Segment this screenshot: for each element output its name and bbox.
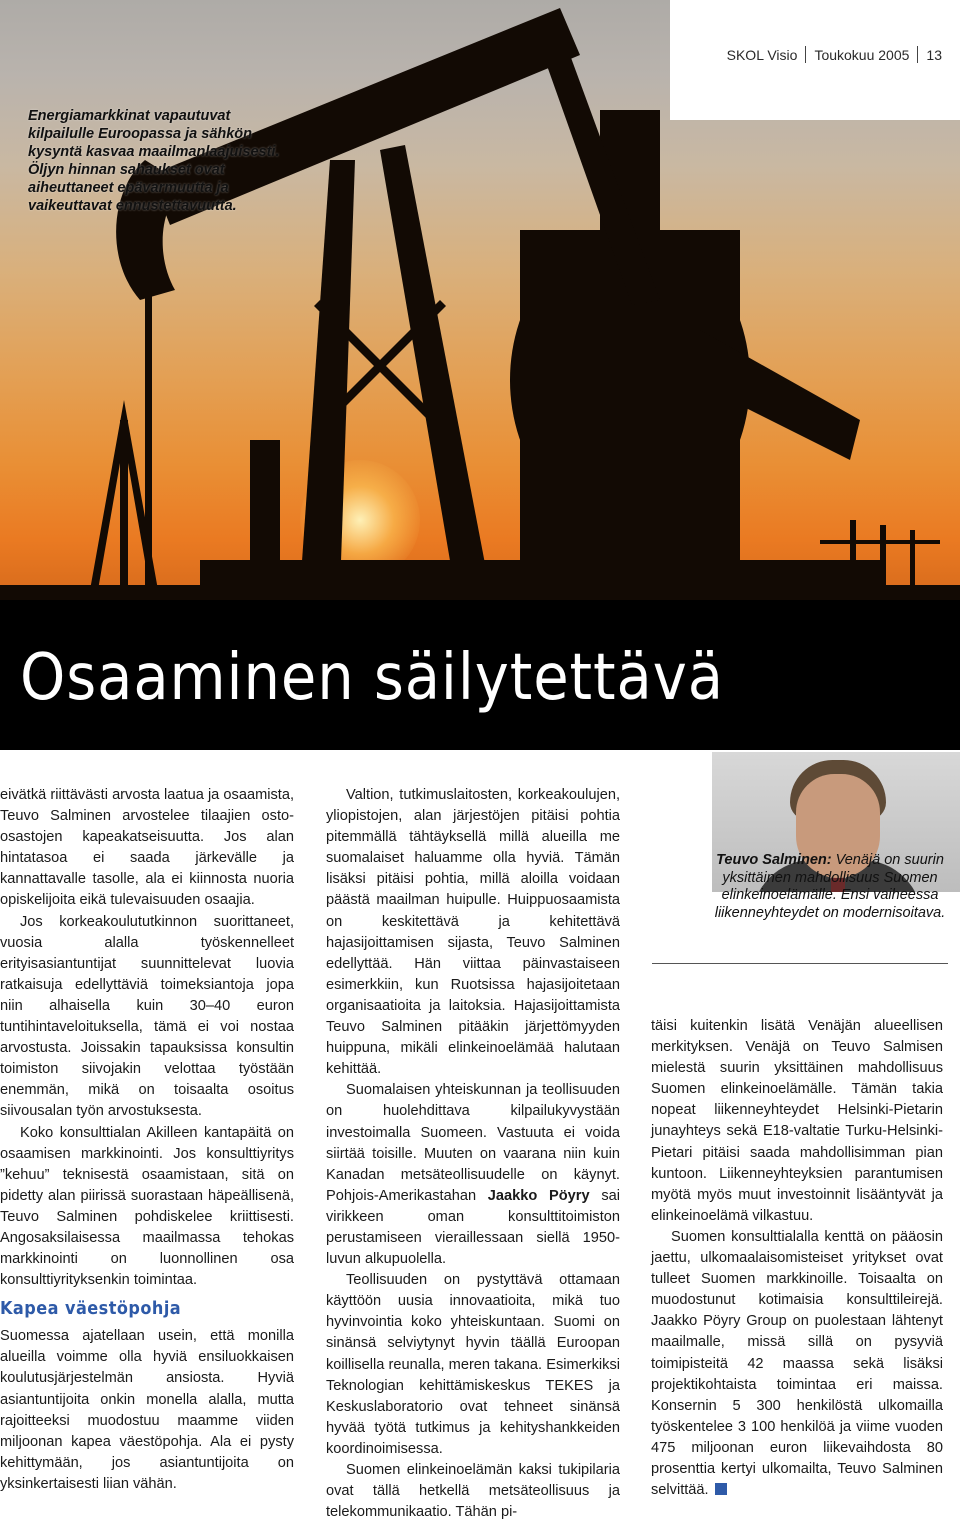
divider — [805, 46, 806, 63]
lead-text: Energiamarkkinat vapautuvat kilpailulle Euroopassa ja sähkön kysyntä kasvaa maailmanlaajuisesti. Öljyn hinnan sahaukset ovat aiheuttaneet epävarmuutta ja vaikeuttavat ennustettavuutta. — [28, 108, 280, 214]
paragraph: Teollisuuden on pystyttävä ottamaan käyttöön uusia innovaatioita, mikä tuo hyvinvointia koko yhteiskuntaan. Suomi on sinänsä selviytynyt hyvin täällä Euroopan koillisella reunalla, meren takana. Esimerkiksi Teknologian kehittämiskeskus TEKES ja Keskuslaboratorio ovat tehneet sinänsä hyvää työtä tutkimus ja kehityshankkeiden koordinoimisessa. — [326, 1272, 620, 1457]
paragraph: Koko konsulttialan Akilleen kantapäitä on osaamisen markkinointi. Jos konsulttiyritys ”kehuu” teknisestä osaamistaan, sitä on pidetty alan piirissä suorastaan häpeällisenä, Teuvo Salminen pohdiskelee kriittisesti. Angosaksilaisessa maailmassa tehokas markkinointi on luonnollinen osa konsulttiyrityksenkin toimintaa. — [0, 1124, 294, 1289]
paragraph: täisi kuitenkin lisätä Venäjän alueellisen merkityksen. Venäjä on Teuvo Salmisen mielestä suurin yksittäinen mahdollisuus Suomen elinkeinoelämälle. Tämän takia nopeat liikenneyhteydet Helsinki-Pietarin junayhteys sekä E18-valtatie Turku-Helsinki-Pietari pitäisi saada mahdollisimman pian kuntoon. Liikenneyhteyksien parantumisen myötä myös muut investoinnit lisääntyvät ja elinkeinoelämä vilkastuu. — [651, 1018, 943, 1224]
paragraph: Valtion, tutkimuslaitosten, korkeakoulujen, yliopistojen, alan järjestöjen pitäisi pohtia pitemmällä tähtäyksellä millä alueilla me suomalaiset haluamme olla hyviä. Tämän lisäksi pitäisi pohtia, millä aloilla voidaan päästä maailman huipulle. Huippuosaamista on keskitettävä ja kehitettävä hajasijoittamisen sijasta, Teuvo Salminen edellyttää. Hän viittaa päinvastaiseen esimerkkiin, kun Ruotsissa hajasijoitetaan organisaatioita ja laitoksia. Hajasijoittamista Teuvo Salminen pitääkin järjettömyyden huippuna, mikäli elinkeinoelämää halutaan kehittää. — [326, 787, 620, 1078]
publication-name: SKOL Visio — [726, 46, 798, 63]
paragraph: Suomen elinkeinoelämän kaksi tukipilaria ovat tällä hetkellä metsäteollisuus ja telekommunikaatio. Tähän pi- — [326, 1462, 620, 1521]
end-mark-icon — [715, 1483, 727, 1495]
paragraph: Jos korkeakoulututkinnon suorittaneet, vuosia alalla työskennelleet erityisasiantuntijat suunnittelevat luovia ratkaisuja edellyttäviä toimeksiantoja jopa niin alhaisella kuin 30–40 euron tuntihintaveloituksella, tämä ei voi nostaa arvostusta. Joissakin tapauksissa konsultin toimiston siivojakin velottaa työstään enemmän, mikä on toisaalta osoitus siivousalan työn arvostuksesta. — [0, 913, 294, 1120]
issue-date: Toukokuu 2005 — [814, 46, 910, 63]
paragraph-text: sai virikkeen oman konsulttitoimiston perustamiseen vieraillessaan siellä 1950-luvun alkupuolella. — [326, 1187, 620, 1268]
paragraph — [326, 1080, 620, 1270]
paragraph-text: Suomalaisen yhteiskunnan ja teollisuuden on huolehdittava kilpailukyvystään investoimalla Suomeen. Vastuuta ei voida siirtää toisille. Muuten on vaarana niin kuin Kanadan metsäteollisuudelle on käynyt. Pohjois-Amerikastahan — [326, 1082, 620, 1204]
running-head — [727, 46, 942, 63]
body-column-2 — [326, 785, 620, 1521]
paragraph — [651, 1227, 943, 1501]
photo-caption — [712, 852, 948, 922]
paragraph: eivätkä riittävästi arvosta laatua ja osaamista, Teuvo Salminen arvostelee tilaajien osto-osastojen kapeakatseisuutta. Jos alan hintatasoa ei saada järkevälle ja kannattavalle tasolle, ala ei kiinnosta nuoria opiskelijoita eikä tulevaisuuden osaajia. — [0, 787, 294, 909]
caption-text: Venäjä on suurin yksittäinen mahdollisuus Suomen elinkeinoelämälle. Ensi vaiheessa liikenneyhteydet on modernisoitava. — [714, 852, 946, 921]
paragraph: Suomessa ajatellaan usein, että monilla alueilla voimme olla hyviä ensiluokkaisen koulutusjärjestelmän ansiosta. Hyviä asiantuntijoita onkin monella alalla, mutta rajoitteeksi muodostuu maamme viiden miljoonan kapea väestöpohja. Ala ei pysty kehittymään, jos asiantuntijoita on yksinkertaisesti liian vähän. — [0, 1328, 294, 1492]
body-column-1 — [0, 785, 294, 1495]
page-number: 13 — [926, 46, 942, 63]
caption-name: Teuvo Salminen: — [716, 852, 832, 868]
caption-rule — [652, 963, 948, 964]
section-subhead: Kapea väestöpohja — [0, 1299, 182, 1320]
person-name: Jaakko Pöyry — [487, 1187, 590, 1204]
body-column-3 — [651, 1016, 943, 1501]
divider — [917, 46, 918, 63]
page-title: Osaaminen säilytettävä — [20, 641, 724, 715]
paragraph-text: Suomen konsulttialalla kenttä on pääosin jaettu, ulkomaalaisomisteiset yritykset ovat tulleet Suomen markkinoille. Toisaalta on muodostunut kotimaisia konsulttileirejä. Jaakko Pöyry Group on puolestaan lähtenyt maailmalle, missä sillä on pysyviä toimipisteitä 42 maassa sekä lisäksi projektikohtaista toimintaa eri maissa. Konsernin 5 300 henkilöstä ulkomailla työskentelee 3 100 henkilöä ja viime vuoden 475 miljoonan euron liikevaihdosta 80 prosenttia kertyi ulkomailta, Teuvo Salminen selvittää. — [651, 1228, 943, 1499]
